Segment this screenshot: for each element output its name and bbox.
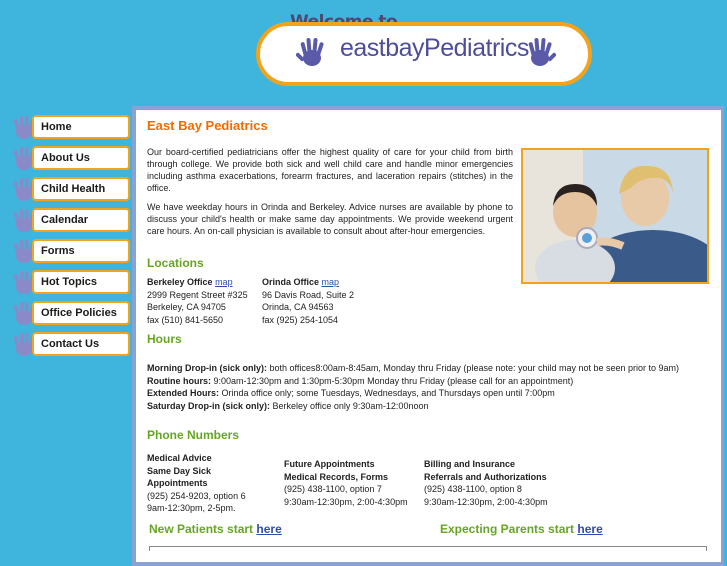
main-content xyxy=(147,118,717,536)
sidebar-nav xyxy=(10,114,122,362)
nav-button-office-policies[interactable]: Office Policies xyxy=(32,301,130,325)
nav-item-forms[interactable] xyxy=(10,238,122,269)
doctor-child-photo xyxy=(521,148,709,284)
orinda-address-2: Orinda, CA 94563 xyxy=(262,302,334,312)
nav-button-forms[interactable]: Forms xyxy=(32,239,130,263)
hand-print-icon xyxy=(524,34,556,70)
nav-button-contact-us[interactable]: Contact Us xyxy=(32,332,130,356)
berkeley-office xyxy=(147,276,248,326)
intro-paragraph-1: Our board-certified pediatricians offer the highest quality of care for your child from birth through college. We provide both sick and well child care and handle minor emergencies including asthma exacerbations, forearm fractures, and laceration repairs (stitches) in the office. xyxy=(147,147,513,193)
orinda-fax: fax (925) 254-1054 xyxy=(262,314,339,325)
new-patients-link[interactable]: here xyxy=(256,522,282,536)
orinda-office xyxy=(262,276,354,326)
berkeley-fax: fax (510) 841-5650 xyxy=(147,314,224,325)
site-logo[interactable] xyxy=(256,10,596,90)
berkeley-office-name: Berkeley Office xyxy=(147,277,213,287)
nav-item-home[interactable] xyxy=(10,114,122,145)
nav-item-about-us[interactable] xyxy=(10,145,122,176)
hours-list xyxy=(147,362,707,412)
nav-button-child-health[interactable]: Child Health xyxy=(32,177,130,201)
nav-button-home[interactable]: Home xyxy=(32,115,130,139)
nav-item-hot-topics[interactable] xyxy=(10,269,122,300)
hours-row: Saturday Drop-in (sick only): Berkeley office only 9:30am-12:00noon xyxy=(147,400,429,411)
nav-item-child-health[interactable] xyxy=(10,176,122,207)
nav-item-contact-us[interactable] xyxy=(10,331,122,362)
hand-print-icon xyxy=(296,34,328,70)
nav-item-calendar[interactable] xyxy=(10,207,122,238)
nav-button-about-us[interactable]: About Us xyxy=(32,146,130,170)
hours-row: Extended Hours: Orinda office only; some Tuesdays, Wednesdays, and Thursdays open until 7:00pm xyxy=(147,388,555,398)
logo-text: eastbayPediatrics xyxy=(340,34,529,62)
expecting-parents-link[interactable]: here xyxy=(577,522,603,536)
berkeley-map-link[interactable]: map xyxy=(215,277,233,287)
phone-medical-advice: Medical Advice Same Day Sick Appointments (925) 254-9203, option 6 9am-12:30pm, 2-5pm. xyxy=(147,453,246,513)
hours-row: Routine hours: 9:00am-12:30pm and 1:30pm-5:30pm Monday thru Friday (please call for an appointment) xyxy=(147,375,574,386)
phone-heading: Phone Numbers xyxy=(147,428,240,442)
orinda-map-link[interactable]: map xyxy=(321,277,340,287)
nav-item-office-policies[interactable] xyxy=(10,300,122,331)
new-patients-start: New Patients start here xyxy=(149,522,282,536)
locations-heading: Locations xyxy=(147,256,204,270)
intro-paragraph-2: We have weekday hours in Orinda and Berkeley. Advice nurses are available by phone to discuss your child's health or make same day appointments. We provide weekend urgent care hours. An on-call physician is available to consult about after-hour emergencies. xyxy=(147,202,513,236)
expecting-parents-start: Expecting Parents start here xyxy=(440,522,603,536)
phone-future-appointments: Future Appointments Medical Records, Forms (925) 438-1100, option 7 9:30am-12:30pm, 2:00-4:30pm xyxy=(284,459,408,507)
nav-button-hot-topics[interactable]: Hot Topics xyxy=(32,270,130,294)
berkeley-address-2: Berkeley, CA 94705 xyxy=(147,302,226,312)
phone-billing-insurance: Billing and Insurance Referrals and Authorizations (925) 438-1100, option 8 9:30am-12:30pm, 2:00-4:30pm xyxy=(424,459,548,507)
berkeley-address-1: 2999 Regent Street #325 xyxy=(147,289,248,300)
hours-row: Morning Drop-in (sick only): both offices8:00am-8:45am, Monday thru Friday (please note: your child may not be seen prior to 9am) xyxy=(147,363,680,373)
orinda-office-name: Orinda Office xyxy=(262,277,320,287)
hours-heading: Hours xyxy=(147,332,182,346)
main-panel xyxy=(132,106,724,566)
table-top-border xyxy=(149,546,707,551)
nav-button-calendar[interactable]: Calendar xyxy=(32,208,130,232)
page-title: East Bay Pediatrics xyxy=(147,118,268,133)
orinda-address-1: 96 Davis Road, Suite 2 xyxy=(262,289,355,300)
